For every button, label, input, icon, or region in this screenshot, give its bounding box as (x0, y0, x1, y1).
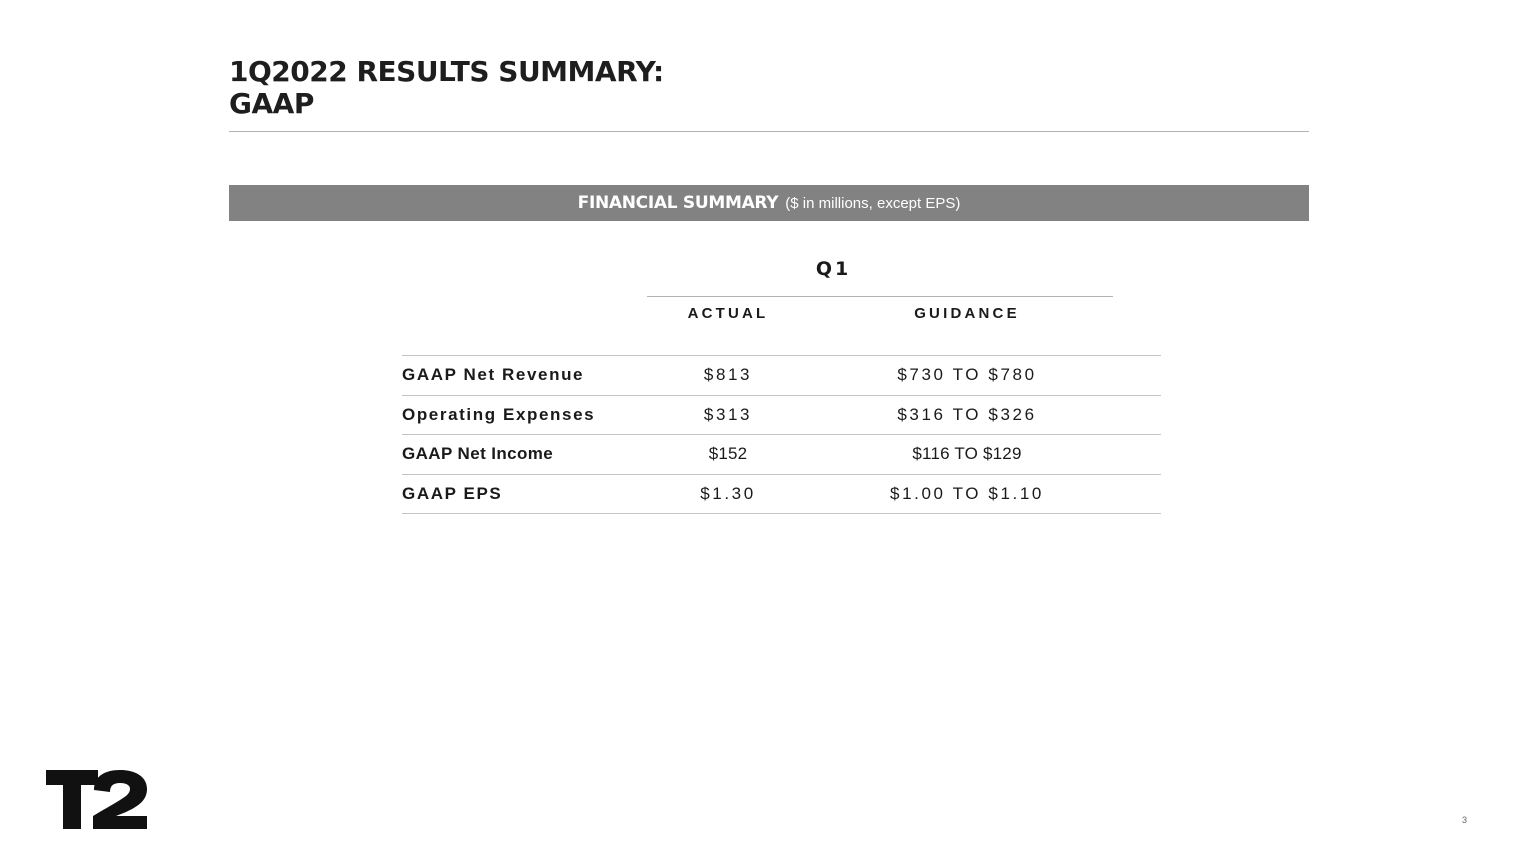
actual-value: $152 (708, 444, 748, 464)
row-label: GAAP EPS (402, 483, 503, 503)
column-header-actual: ACTUAL (687, 305, 769, 322)
period-heading: Q1 (815, 258, 852, 280)
table-row (402, 396, 1161, 436)
table-row (402, 356, 1161, 396)
actual-value: $313 (703, 404, 753, 424)
financial-summary-banner (229, 185, 1309, 221)
banner-subtitle: ($ in millions, except EPS) (785, 194, 961, 212)
title-divider (229, 131, 1309, 132)
guidance-value: $316 TO $326 (897, 404, 1037, 424)
row-label: GAAP Net Income (402, 444, 554, 464)
period-divider (647, 296, 1113, 297)
row-label: Operating Expenses (402, 404, 596, 424)
page-number: 3 (1462, 815, 1468, 825)
banner-title: FINANCIAL SUMMARY (577, 193, 779, 213)
guidance-value: $1.00 TO $1.10 (890, 483, 1044, 503)
actual-value: $813 (703, 365, 753, 385)
table-row (402, 475, 1161, 515)
financial-summary-table (402, 355, 1161, 514)
actual-value: $1.30 (700, 483, 756, 503)
guidance-value: $116 TO $129 (912, 444, 1022, 464)
table-row (402, 435, 1161, 475)
row-label: GAAP Net Revenue (402, 365, 585, 385)
column-header-guidance: GUIDANCE (914, 305, 1020, 322)
page-title (229, 56, 664, 120)
t2-logo (46, 770, 148, 830)
guidance-value: $730 TO $780 (897, 365, 1037, 385)
page-title-line-2: GAAP (229, 87, 314, 120)
page-title-line-1: 1Q2022 RESULTS SUMMARY: (229, 55, 664, 88)
